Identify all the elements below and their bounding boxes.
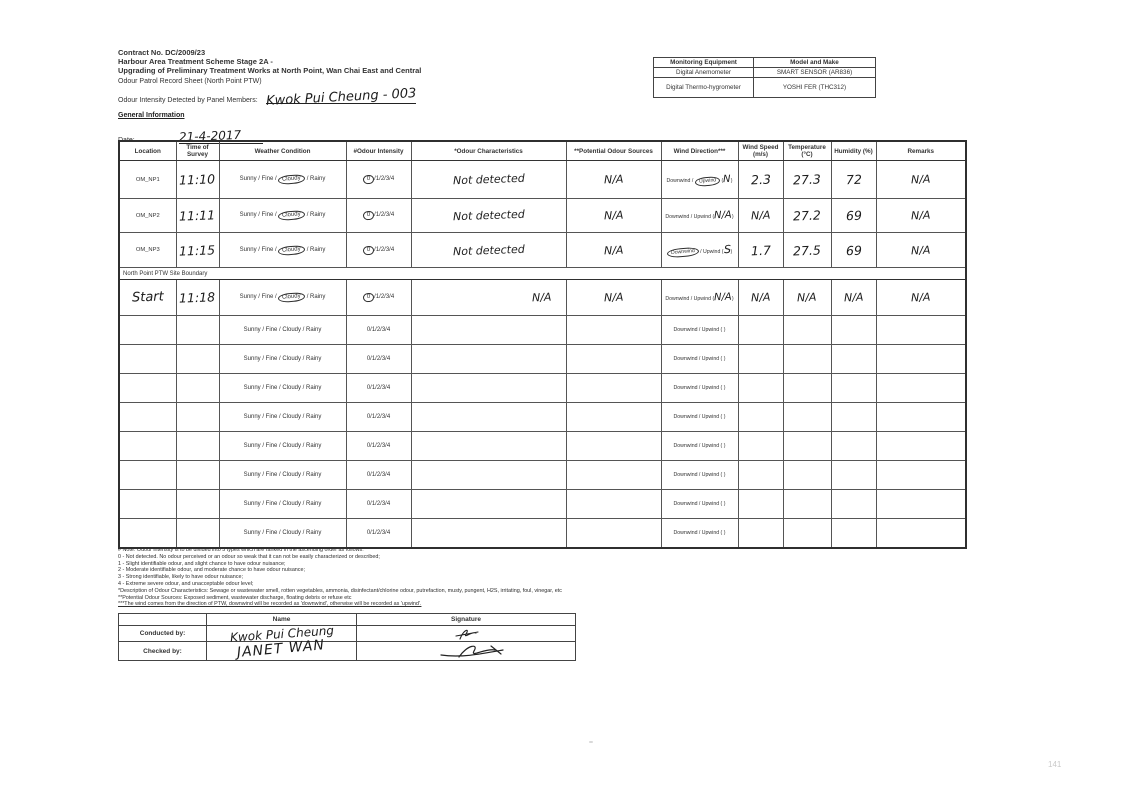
circled-zero: 0 <box>362 175 374 185</box>
col-wind-direction: Wind Direction*** <box>661 141 738 161</box>
location-cell <box>119 345 176 374</box>
temperature-cell <box>783 345 831 374</box>
general-info-heading: General Information <box>118 112 185 119</box>
wind-paren: ) <box>731 214 734 220</box>
sources-cell <box>566 345 661 374</box>
equipment-name: Digital Thermo-hygrometer <box>654 78 754 98</box>
temperature-cell <box>783 432 831 461</box>
handwritten-wind-value: N/A <box>713 291 733 304</box>
wind-direction-cell: Downwind / Upwind ( ) <box>661 519 738 549</box>
intensity-cell: 0/1/2/3/4 <box>346 403 411 432</box>
wind-speed-cell <box>738 432 783 461</box>
col-time: Time of Survey <box>176 141 219 161</box>
remarks-cell <box>876 490 966 519</box>
remarks-cell <box>876 316 966 345</box>
checked-name-cell <box>207 637 357 661</box>
remarks-cell <box>876 461 966 490</box>
humidity-cell <box>831 345 876 374</box>
panel-members-line <box>118 86 638 109</box>
location-cell: OM_NP1 <box>119 161 176 199</box>
footnotes <box>118 547 678 608</box>
blank-record-row <box>119 374 966 403</box>
col-wind-speed: Wind Speed (m/s) <box>738 141 783 161</box>
handwritten-conducted-name: Kwok Pui Cheung <box>229 622 334 645</box>
wind-direction-cell: Downwind / Upwind ( ) <box>661 461 738 490</box>
remarks-cell <box>876 345 966 374</box>
model-make-header: Model and Make <box>754 58 876 68</box>
location-cell <box>119 461 176 490</box>
col-location: Location <box>119 141 176 161</box>
handwritten-speed: N/A <box>750 208 771 223</box>
odour-record-table <box>118 140 967 549</box>
humidity-cell <box>831 403 876 432</box>
characteristics-cell <box>411 199 566 233</box>
handwritten-humidity: 69 <box>845 207 862 224</box>
time-cell <box>176 161 219 199</box>
characteristics-cell <box>411 374 566 403</box>
wind-speed-cell <box>738 519 783 549</box>
col-characteristics: *Odour Characteristics <box>411 141 566 161</box>
handwritten-remarks: N/A <box>910 172 931 187</box>
blank-record-row <box>119 403 966 432</box>
wind-direction-cell: Downwind / Upwind ( ) <box>661 345 738 374</box>
intensity-cell: 0/1/2/3/4 <box>346 461 411 490</box>
intensity-cell: 0/1/2/3/4 <box>346 519 411 549</box>
handwritten-time: 11:15 <box>179 241 216 259</box>
wind-direction-cell: Downwind / Upwind ( ) <box>661 432 738 461</box>
conducted-signature <box>446 627 486 641</box>
equipment-table <box>653 57 876 98</box>
intensity-cell <box>346 280 411 316</box>
weather-cell: Sunny / Fine / Cloudy / Rainy <box>219 519 346 549</box>
checked-signature-cell <box>357 642 576 661</box>
weather-cell: Sunny / Fine / Cloudy / Rainy <box>219 490 346 519</box>
col-temperature: Temperature (°C) <box>783 141 831 161</box>
handwritten-location: Start <box>131 289 164 306</box>
time-cell <box>176 374 219 403</box>
sources-cell <box>566 161 661 199</box>
col-sources: **Potential Odour Sources <box>566 141 661 161</box>
blank-record-row <box>119 432 966 461</box>
handwritten-wind-value: N <box>723 173 731 185</box>
weather-cell: Sunny / Fine / Cloudy / Rainy <box>219 403 346 432</box>
date-value: 21-4-2017 <box>178 127 242 145</box>
location-cell <box>119 490 176 519</box>
equipment-model: YOSHI FER (THC312) <box>754 78 876 98</box>
handwritten-remarks: N/A <box>910 243 931 257</box>
temperature-cell <box>783 316 831 345</box>
temperature-cell <box>783 199 831 233</box>
characteristics-cell <box>411 316 566 345</box>
wind-direction-cell <box>661 233 738 268</box>
intensity-cell <box>346 233 411 268</box>
weather-options: / Rainy <box>306 176 326 182</box>
humidity-cell <box>831 161 876 199</box>
blank-record-row <box>119 519 966 549</box>
handwritten-temperature: 27.5 <box>792 242 822 258</box>
wind-speed-cell <box>738 161 783 199</box>
col-remarks: Remarks <box>876 141 966 161</box>
footnote-line: 0 - Not detected. No odour perceived or an odour so weak that it can not be easily characterized or described; <box>118 553 380 560</box>
contract-no: Contract No. DC/2009/23 <box>118 48 206 57</box>
remarks-cell <box>876 161 966 199</box>
handwritten-sources: N/A <box>603 208 624 223</box>
weather-cell <box>219 199 346 233</box>
remarks-cell <box>876 233 966 268</box>
handwritten-sources: N/A <box>603 290 624 305</box>
time-cell <box>176 519 219 549</box>
name-header: Name <box>207 614 357 626</box>
remarks-cell <box>876 519 966 549</box>
panel-members-blank <box>265 86 417 109</box>
blank-record-row <box>119 490 966 519</box>
intensity-cell: 0/1/2/3/4 <box>346 490 411 519</box>
date-label: Date: <box>118 137 135 144</box>
scheme-title-line1: Harbour Area Treatment Scheme Stage 2A - <box>118 57 273 66</box>
faint-page-mark: 141 <box>1048 760 1062 769</box>
intensity-cell <box>346 161 411 199</box>
wind-downwind-option: Downwind <box>665 296 690 302</box>
footnote-line: **Potential Odour Sources: Exposed sediment, wastewater discharge, floating debris or refuse etc <box>118 594 352 601</box>
handwritten-remarks: N/A <box>910 208 931 223</box>
location-cell <box>119 280 176 316</box>
form-header <box>118 48 638 144</box>
intensity-cell: 0/1/2/3/4 <box>346 374 411 403</box>
temperature-cell <box>783 374 831 403</box>
circled-cloudy: Cloudy <box>278 244 305 255</box>
weather-options: Sunny / Fine / <box>239 246 277 253</box>
equipment-name: Digital Anemometer <box>654 68 754 78</box>
footnote-line: # Note: Odour intensity is to be divided into 5 types which are ranked in the ascending order as follows: <box>118 547 364 553</box>
record-row-start <box>119 280 966 316</box>
wind-speed-cell <box>738 199 783 233</box>
time-cell <box>176 345 219 374</box>
humidity-cell <box>831 280 876 316</box>
footnote-line: 4 - Extreme severe odour, and unacceptable odour level; <box>118 580 254 587</box>
wind-direction-cell <box>661 280 738 316</box>
sources-cell <box>566 374 661 403</box>
location-cell <box>119 374 176 403</box>
sources-cell <box>566 403 661 432</box>
handwritten-sources: N/A <box>603 172 624 187</box>
remarks-cell <box>876 403 966 432</box>
wind-upwind-option: Upwind <box>703 249 721 255</box>
wind-paren: ) <box>730 249 733 255</box>
wind-speed-cell <box>738 345 783 374</box>
wind-direction-cell <box>661 161 738 199</box>
circled-zero: 0 <box>362 211 374 221</box>
footnote-line: *Description of Odour Characteristics: Sewage or wastewater smell, rotten vegetables, ammonia, disinfectant/chlorine odour, putrefaction, musty, pungent, H2S, irritating, foul, vinegar, etc <box>118 587 562 594</box>
blank-record-row <box>119 345 966 374</box>
humidity-cell <box>831 519 876 549</box>
intensity-cell: 0/1/2/3/4 <box>346 316 411 345</box>
weather-options: / Rainy <box>306 294 326 300</box>
sources-cell <box>566 490 661 519</box>
conducted-signature-cell <box>357 626 576 642</box>
col-humidity: Humidity (%) <box>831 141 876 161</box>
wind-upwind-option: Upwind <box>693 296 711 302</box>
weather-cell: Sunny / Fine / Cloudy / Rainy <box>219 432 346 461</box>
humidity-cell <box>831 316 876 345</box>
handwritten-wind-value: S <box>723 242 731 257</box>
time-cell <box>176 490 219 519</box>
handwritten-humidity: 72 <box>845 171 862 188</box>
handwritten-temperature: 27.3 <box>792 171 822 188</box>
intensity-cell: 0/1/2/3/4 <box>346 345 411 374</box>
weather-options: / Rainy <box>306 212 326 218</box>
wind-paren: ( <box>721 177 724 184</box>
checked-signature <box>421 642 511 660</box>
sources-cell <box>566 519 661 549</box>
circled-downwind: Downwind <box>666 247 699 259</box>
temperature-cell <box>783 490 831 519</box>
wind-direction-cell: Downwind / Upwind ( ) <box>661 374 738 403</box>
location-cell <box>119 403 176 432</box>
weather-cell <box>219 161 346 199</box>
weather-options: Sunny / Fine / <box>239 294 277 300</box>
time-cell <box>176 403 219 432</box>
remarks-cell <box>876 374 966 403</box>
record-row-om-np2 <box>119 199 966 233</box>
intensity-options: /1/2/3/4 <box>374 246 395 253</box>
wind-direction-cell <box>661 199 738 233</box>
characteristics-cell <box>411 233 566 268</box>
sources-cell <box>566 199 661 233</box>
wind-separator: / <box>700 249 702 255</box>
col-weather: Weather Condition <box>219 141 346 161</box>
circled-cloudy: Cloudy <box>278 292 305 303</box>
location-cell <box>119 519 176 549</box>
wind-speed-cell <box>738 490 783 519</box>
location-cell: OM_NP3 <box>119 233 176 268</box>
handwritten-characteristics: N/A <box>531 290 552 305</box>
temperature-cell <box>783 403 831 432</box>
signature-table <box>118 613 576 661</box>
characteristics-cell <box>411 490 566 519</box>
circled-cloudy: Cloudy <box>278 174 305 185</box>
wind-speed-cell <box>738 374 783 403</box>
characteristics-cell <box>411 519 566 549</box>
table-header-row <box>119 141 966 161</box>
signature-table-corner <box>119 614 207 626</box>
humidity-cell <box>831 199 876 233</box>
wind-separator: / <box>690 296 693 302</box>
remarks-cell <box>876 199 966 233</box>
sources-cell <box>566 280 661 316</box>
wind-speed-cell <box>738 280 783 316</box>
wind-upwind-option: Upwind <box>693 214 711 220</box>
panel-members-value: Kwok Pui Cheung - 003 <box>265 86 417 109</box>
blank-record-row <box>119 316 966 345</box>
wind-downwind-option: Downwind <box>665 214 690 220</box>
footnote-line: 1 - Slight identifiable odour, and slight chance to have odour nuisance; <box>118 560 286 567</box>
temperature-cell <box>783 233 831 268</box>
weather-cell: Sunny / Fine / Cloudy / Rainy <box>219 374 346 403</box>
weather-cell <box>219 280 346 316</box>
footnote-line: 2 - Moderate identifiable odour, and moderate chance to have odour nuisance; <box>118 567 306 574</box>
sources-cell <box>566 432 661 461</box>
conducted-by-label: Conducted by: <box>119 626 207 642</box>
handwritten-wind-value: N/A <box>713 209 733 222</box>
handwritten-characteristics: Not detected <box>452 207 525 224</box>
circled-zero: 0 <box>362 245 374 255</box>
handwritten-temperature: 27.2 <box>792 207 822 224</box>
characteristics-cell <box>411 403 566 432</box>
characteristics-cell <box>411 345 566 374</box>
signature-header: Signature <box>357 614 576 626</box>
circled-cloudy: Cloudy <box>278 210 305 221</box>
remarks-cell <box>876 280 966 316</box>
scan-speck <box>589 741 593 743</box>
intensity-cell: 0/1/2/3/4 <box>346 432 411 461</box>
sources-cell <box>566 316 661 345</box>
weather-options: Sunny / Fine / <box>239 212 277 218</box>
humidity-cell <box>831 461 876 490</box>
handwritten-speed: N/A <box>750 290 771 305</box>
characteristics-cell <box>411 432 566 461</box>
characteristics-cell <box>411 280 566 316</box>
handwritten-checked-name: JANET WAN <box>236 637 326 661</box>
intensity-cell <box>346 199 411 233</box>
weather-options: Sunny / Fine / <box>239 176 277 182</box>
equipment-header: Monitoring Equipment <box>654 58 754 68</box>
sources-cell <box>566 233 661 268</box>
handwritten-time: 11:18 <box>179 289 216 306</box>
signature-section <box>118 613 575 661</box>
handwritten-speed: 2.3 <box>750 171 771 188</box>
wind-paren: ( <box>712 296 715 302</box>
wind-separator: / <box>691 177 694 184</box>
equipment-model: SMART SENSOR (AR836) <box>754 68 876 78</box>
handwritten-time: 11:10 <box>179 171 216 188</box>
time-cell <box>176 316 219 345</box>
col-intensity: #Odour Intensity <box>346 141 411 161</box>
intensity-options: /1/2/3/4 <box>374 212 395 218</box>
weather-options: / Rainy <box>306 246 326 253</box>
time-cell <box>176 280 219 316</box>
humidity-cell <box>831 374 876 403</box>
humidity-cell <box>831 233 876 268</box>
scheme-title-line2: Upgrading of Preliminary Treatment Works at North Point, Wan Chai East and Central <box>118 66 422 75</box>
handwritten-temperature: N/A <box>797 290 817 305</box>
humidity-cell <box>831 432 876 461</box>
handwritten-remarks: N/A <box>910 290 931 305</box>
handwritten-humidity: 69 <box>845 242 862 258</box>
wind-speed-cell <box>738 316 783 345</box>
footnote-line: 3 - Strong identifiable, likely to have odour nuisance; <box>118 574 243 581</box>
panel-members-label: Odour Intensity Detected by Panel Members: <box>118 97 258 104</box>
wind-direction-cell: Downwind / Upwind ( ) <box>661 403 738 432</box>
weather-cell: Sunny / Fine / Cloudy / Rainy <box>219 345 346 374</box>
handwritten-time: 11:11 <box>179 207 216 224</box>
weather-cell <box>219 233 346 268</box>
checked-by-label: Checked by: <box>119 642 207 661</box>
temperature-cell <box>783 161 831 199</box>
time-cell <box>176 432 219 461</box>
wind-paren: ( <box>712 214 715 220</box>
location-cell: OM_NP2 <box>119 199 176 233</box>
handwritten-characteristics: Not detected <box>452 242 525 258</box>
time-cell <box>176 461 219 490</box>
wind-direction-cell: Downwind / Upwind ( ) <box>661 490 738 519</box>
wind-paren: ( <box>721 249 724 255</box>
sheet-title: Odour Patrol Record Sheet (North Point PTW) <box>118 78 262 85</box>
intensity-options: /1/2/3/4 <box>374 294 395 300</box>
characteristics-cell <box>411 161 566 199</box>
temperature-cell <box>783 280 831 316</box>
characteristics-cell <box>411 461 566 490</box>
weather-cell: Sunny / Fine / Cloudy / Rainy <box>219 316 346 345</box>
intensity-options: /1/2/3/4 <box>374 176 395 182</box>
circled-upwind: Upwind <box>694 175 720 186</box>
handwritten-speed: 1.7 <box>750 242 771 258</box>
conducted-name-cell <box>207 622 357 645</box>
record-row-om-np1 <box>119 161 966 199</box>
blank-record-row <box>119 461 966 490</box>
humidity-cell <box>831 490 876 519</box>
time-cell <box>176 199 219 233</box>
wind-speed-cell <box>738 461 783 490</box>
wind-direction-cell: Downwind / Upwind ( ) <box>661 316 738 345</box>
record-row-om-np3 <box>119 233 966 268</box>
handwritten-humidity: N/A <box>843 290 864 305</box>
location-cell <box>119 432 176 461</box>
handwritten-characteristics: Not detected <box>452 171 525 188</box>
handwritten-sources: N/A <box>603 243 624 257</box>
circled-zero: 0 <box>362 293 374 303</box>
temperature-cell <box>783 461 831 490</box>
weather-cell: Sunny / Fine / Cloudy / Rainy <box>219 461 346 490</box>
sources-cell <box>566 461 661 490</box>
wind-paren: ) <box>730 177 733 184</box>
remarks-cell <box>876 432 966 461</box>
wind-speed-cell <box>738 403 783 432</box>
time-cell <box>176 233 219 268</box>
section-row <box>119 268 966 280</box>
wind-paren: ) <box>731 296 734 302</box>
section-header: North Point PTW Site Boundary <box>119 268 966 280</box>
temperature-cell <box>783 519 831 549</box>
location-cell <box>119 316 176 345</box>
wind-separator: / <box>690 214 693 220</box>
wind-speed-cell <box>738 233 783 268</box>
wind-downwind-option: Downwind <box>666 177 691 184</box>
footnote-line: ***The wind comes from the direction of PTW, downwind will be recorded as 'downwind', otherwise will be recorded as 'upwind'. <box>118 601 422 608</box>
